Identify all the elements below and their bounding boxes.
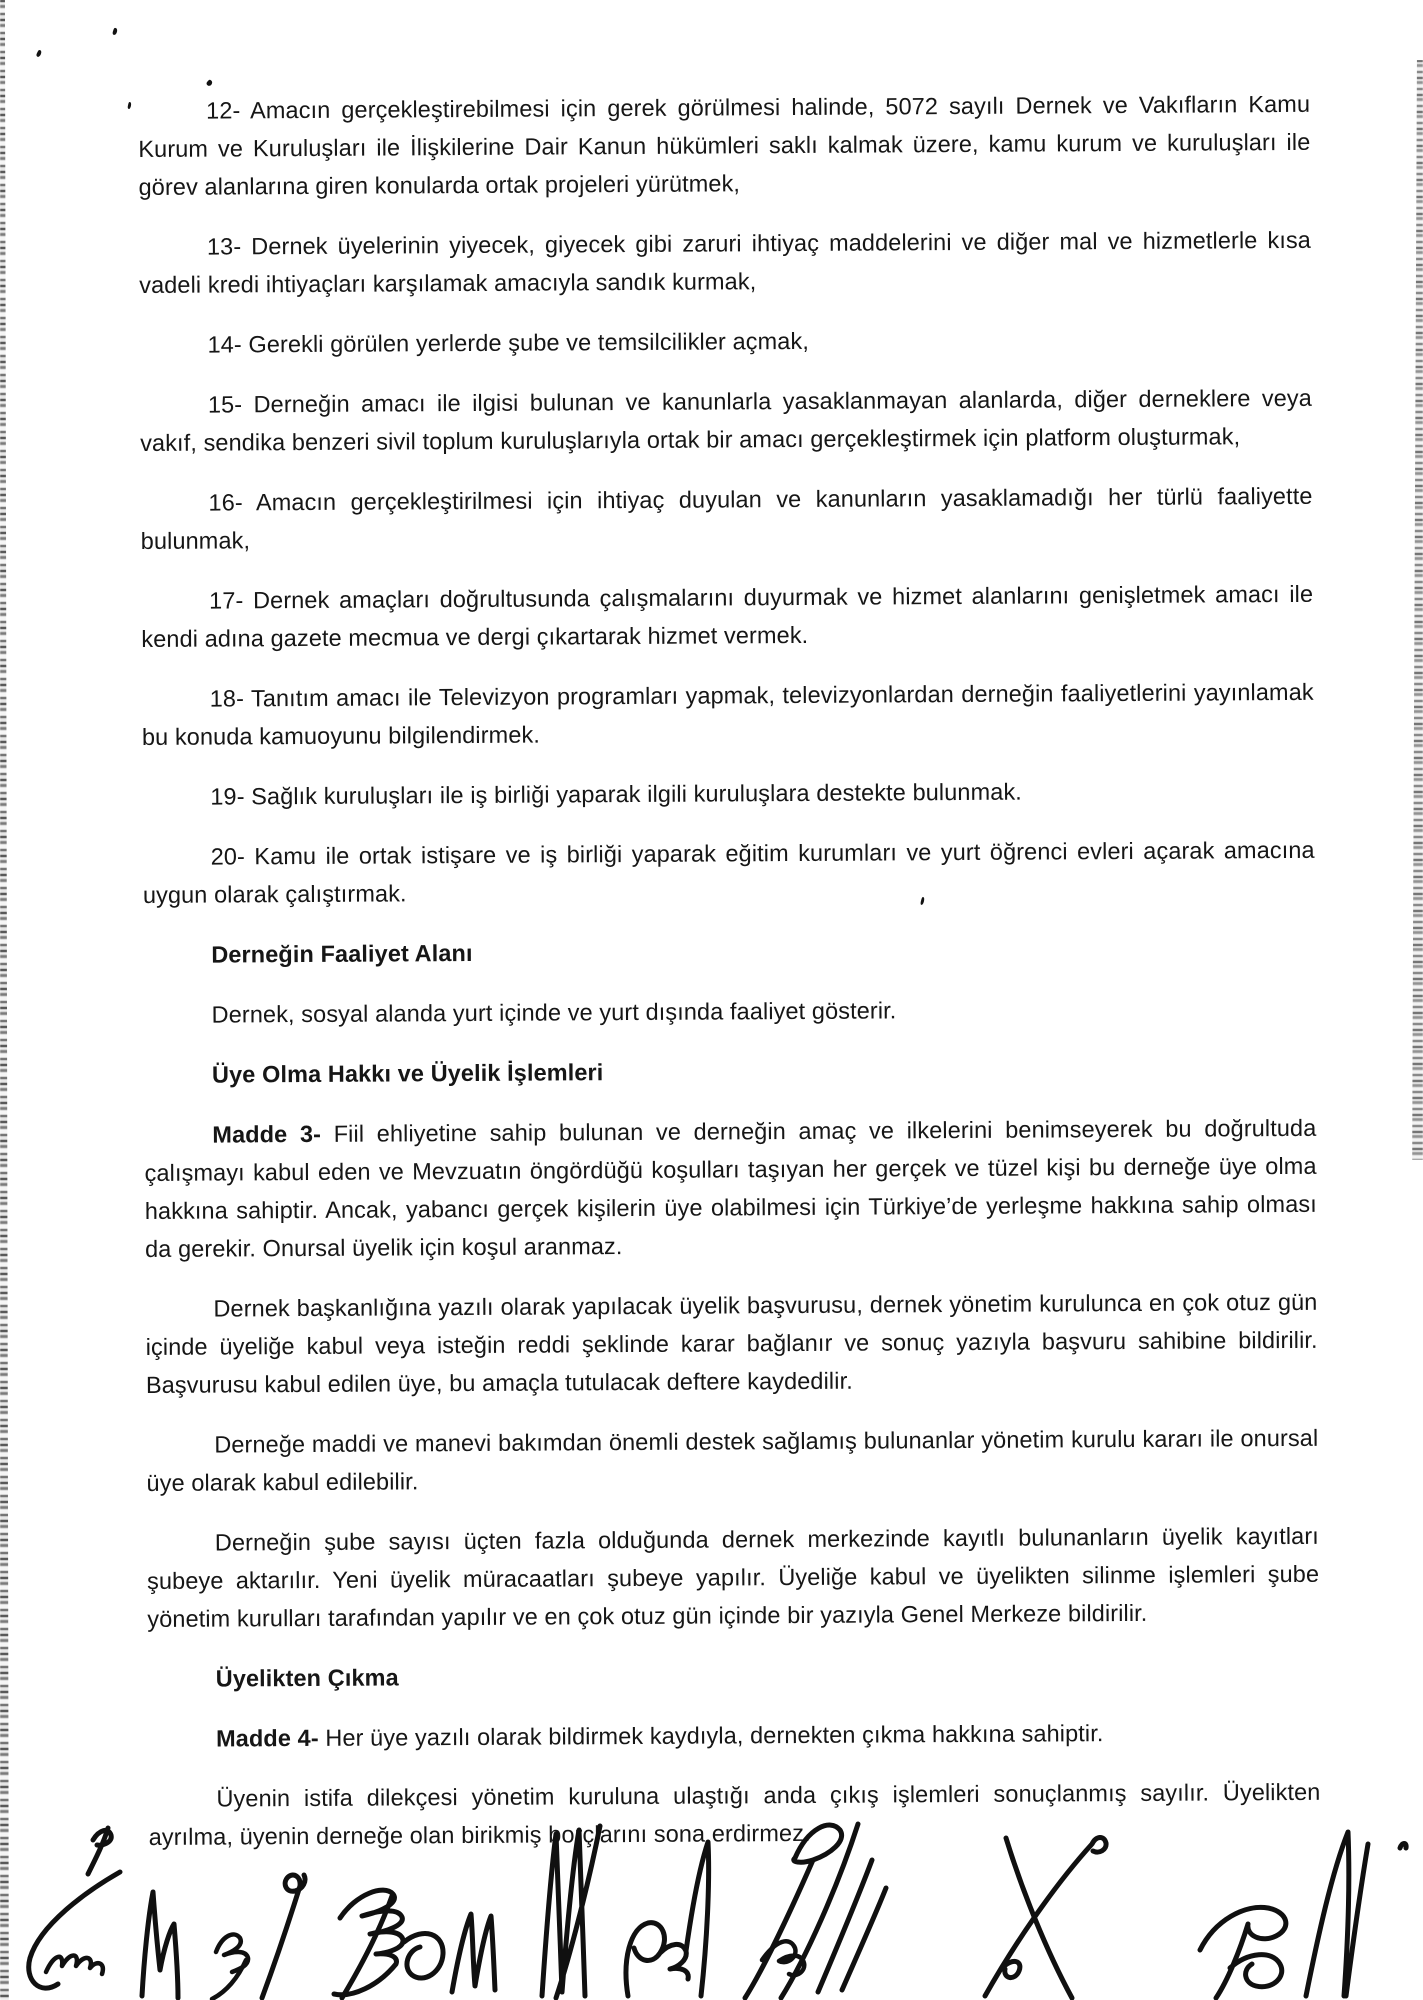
heading-dernegin-faaliyet-alani: Derneğin Faaliyet Alanı: [211, 939, 473, 968]
heading-uyelikten-cikma: Üyelikten Çıkma: [215, 1664, 399, 1692]
signature-12: [1306, 1832, 1406, 1996]
paragraph-istifa-dilekcesi: Üyenin istifa dilekçesi yönetim kuruluna ulaştığı anda çıkış işlemleri sonuçlanmış sayılır. Üyelikten ayrılma, üyenin derneğe olan birikmiş borçlarını sona erdirmez.: [148, 1778, 1321, 1850]
madde-3-text: Fiil ehliyetine sahip bulunan ve derneğin amaç ve ilkelerini benimseyerek bu doğrultuda çalışmayı kabul eden ve Mevzuatın öngördüğü koşulları taşıyan her gerçek ve tüzel kişi bu derneğe üye olma hakkına sahiptir. Ancak, yabancı gerçek kişilerin üye olabilmesi için Türkiye’de yerleşme hakkına sahip olması da gerekir. Onursal üyelik için koşul aranmaz.: [144, 1114, 1317, 1262]
signature-5: [334, 1890, 443, 1998]
madde-4-label: Madde 4-: [215, 1724, 319, 1752]
signature-1: [29, 1828, 120, 1988]
article-item-13: 13- Dernek üyelerinin yiyecek, giyecek gibi zaruri ihtiyaç maddelerini ve diğer mal ve hizmetlerle kısa vadeli kredi ihtiyaçları karşılamak amacıyla sandık kurmak,: [139, 226, 1312, 298]
ink-speck: [127, 102, 131, 109]
article-item-16: 16- Amacın gerçekleştirilmesi için ihtiyaç duyulan ve kanunların yasaklamadığı her türlü faaliyette bulunmak,: [140, 482, 1313, 554]
signature-8: [626, 1842, 709, 1996]
paragraph-sube-uyelik-kayitlari: Derneğin şube sayısı üçten fazla olduğunda dernek merkezinde kayıtlı bulunanların üyelik kayıtları şubeye aktarılır. Yeni üyelik müracaatları şubeye yapılır. Üyeliğe kabul ve üyelikten silinme işlemleri şube yönetim kurulları tarafından yapılır ve en çok otuz gün içinde bir yazıyla Genel Merkeze bildirilir.: [147, 1522, 1320, 1632]
paragraph-onursal-uyelik: Derneğe maddi ve manevi bakımdan önemli destek sağlamış bulunanlar yönetim kurulu kararı ile onursal üye olarak kabul edilebilir.: [146, 1424, 1319, 1496]
article-item-20: 20- Kamu ile ortak istişare ve iş birliği yaparak eğitim kurumları ve yurt öğrenci evleri açarak amacına uygun olarak çalıştırmak.: [142, 836, 1315, 908]
heading-uye-olma-hakki: Üye Olma Hakkı ve Üyelik İşlemleri: [211, 1059, 604, 1088]
madde-4-text: Her üye yazılı olarak bildirmek kaydıyla, dernekten çıkma hakkına sahiptir.: [318, 1720, 1104, 1751]
signature-2: [142, 1892, 178, 1998]
signature-10: [985, 1837, 1106, 1998]
document-body: [138, 85, 1321, 1878]
signature-11: [1200, 1907, 1286, 1998]
signature-9: [745, 1824, 886, 1998]
article-item-12: 12- Amacın gerçekleştirebilmesi için gerek görülmesi halinde, 5072 sayılı Dernek ve Vakıfların Kamu Kurum ve Kuruluşları ile İlişkilerine Dair Kanun hükümleri saklı kalmak üzere, kamu kurum ve kuruluşları ile görev alanlarına giren konularda ortak projeleri yürütmek,: [138, 90, 1311, 200]
signatures-row: [0, 1800, 1423, 2000]
paragraph-faaliyet-alani: Dernek, sosyal alanda yurt içinde ve yurt dışında faaliyet gösterir.: [211, 997, 897, 1028]
signature-3: [212, 1934, 248, 1999]
scan-noise-right-edge: [1412, 60, 1423, 1160]
ink-speck: [112, 28, 118, 36]
article-item-17: 17- Dernek amaçları doğrultusunda çalışmalarını duyurmak ve hizmet alanlarını genişletmek amacı ile kendi adına gazete mecmua ve dergi çıkartarak hizmet vermek.: [141, 580, 1314, 652]
ink-speck: [206, 79, 214, 87]
signature-6: [452, 1914, 495, 1992]
article-item-19: 19- Sağlık kuruluşları ile iş birliği yaparak ilgili kuruluşlara destekte bulunmak.: [210, 778, 1022, 810]
paragraph-uyelik-basvurusu: Dernek başkanlığına yazılı olarak yapılacak üyelik başvurusu, dernek yönetim kurulunca en çok otuz gün içinde üyeliğe kabul veya isteğin reddi şeklinde karar bağlanır ve sonuç yazıyla başvuru sahibine bildirilir. Başvurusu kabul edilen üye, bu amaçla tutulacak deftere kaydedilir.: [145, 1288, 1318, 1398]
signature-4: [262, 1875, 305, 1998]
article-item-14: 14- Gerekli görülen yerlerde şube ve temsilcilikler açmak,: [207, 327, 809, 358]
madde-3-paragraph: [144, 1109, 1317, 1268]
signature-7: [542, 1826, 600, 1998]
madde-3-label: Madde 3-: [212, 1120, 322, 1148]
ink-speck: [36, 49, 43, 57]
scan-noise-left-edge: [0, 0, 9, 2000]
article-item-15: 15- Derneğin amacı ile ilgisi bulunan ve kanunlarla yasaklanmayan alanlarda, diğer derneklere veya vakıf, sendika benzeri sivil toplum kuruluşlarıyla ortak bir amacı gerçekleştirmek için platform oluşturmak,: [140, 384, 1312, 456]
article-item-18: 18- Tanıtım amacı ile Televizyon programları yapmak, televizyonlardan derneğin faaliyetlerini yayınlamak bu konuda kamuoyunu bilgilendirmek.: [141, 678, 1314, 750]
madde-4-paragraph: [148, 1713, 1320, 1758]
